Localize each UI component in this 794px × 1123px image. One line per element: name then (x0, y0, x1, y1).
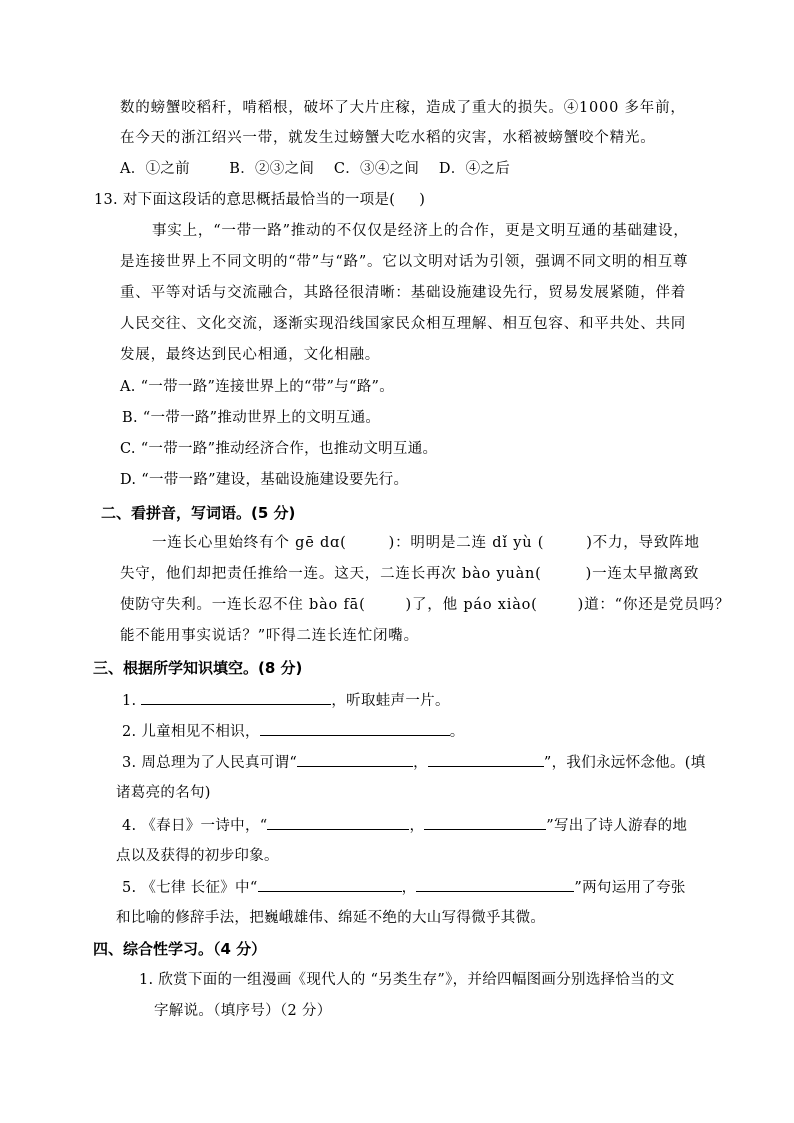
sec2-text: 一连长心里始终有个 gē dɑ( (152, 535, 347, 551)
q13-option-d: D. “一带一路”建设，基础设施建设要先行。 (120, 472, 409, 488)
fill-blank-3a[interactable] (297, 752, 413, 767)
item-text: 。 (449, 724, 465, 740)
item-number: 1. (122, 693, 137, 709)
sec2-text: 使防守失利。一连长忍不住 bào fā( (120, 597, 366, 613)
item-text: 5. 《七律 长征》中“ (122, 880, 258, 896)
q13-option-b: B. “一带一路”推动世界上的文明互通。 (122, 410, 381, 426)
sec2-text: )：明明是二连 dǐ yù ( (388, 535, 545, 551)
item-text: ”写出了诗人游春的地 (546, 818, 688, 834)
sec2-line-1 (152, 533, 700, 553)
item-text: ， (413, 755, 428, 771)
section-2-title: 二、看拼音，写词语。(5 分) (101, 504, 296, 522)
item-text: 2. 儿童相见不相识， (122, 724, 260, 740)
q13-stem-text: 13. 对下面这段话的意思概括最恰当的一项是( (94, 192, 396, 208)
q13-passage-line-4: 人民交往、文化交流，逐渐实现沿线国家民众相互理解、相互包容、和平共处、共同 (120, 316, 687, 332)
sec2-line-4: 能不能用事实说话？”吓得二连长连忙闭嘴。 (120, 628, 419, 644)
sec4-q1-line-2: 字解说。（填序号）（2 分） (154, 1003, 332, 1019)
sec2-line-3 (120, 595, 730, 615)
sec2-text: 失守，他们却把责任推给一连。这天，二连长再次 bào yuàn( (120, 566, 542, 582)
item-text: ， (401, 880, 417, 896)
item-text: ”两句运用了夸张 (574, 880, 686, 896)
fill-blank-1[interactable] (141, 690, 331, 705)
q13-passage-line-5: 发展，最终达到民心相通，文化相融。 (120, 347, 381, 363)
sec3-item-4-line-2: 点以及获得的初步印象。 (116, 848, 279, 864)
fill-blank-4a[interactable] (267, 815, 409, 830)
q12-paragraph-line-2: 在今天的浙江绍兴一带，就发生过螃蟹大吃水稻的灾害，水稻被螃蟹咬个精光。 (120, 130, 656, 146)
q13-passage-line-2: 是连接世界上不同文明的“带”与“路”。它以文明对话为引领，强调不同文明的相互尊 (120, 254, 689, 270)
sec3-item-5 (122, 877, 686, 898)
section-3-title: 三、根据所学知识填空。(8 分) (93, 659, 303, 677)
sec4-q1-line-1: 1. 欣赏下面的一组漫画《现代人的 “另类生存”》，并给四幅图画分别选择恰当的文 (139, 972, 675, 988)
q13-option-c: C. “一带一路”推动经济合作，也推动文明互通。 (120, 441, 438, 457)
fill-blank-4b[interactable] (424, 815, 546, 830)
sec3-item-5-line-2: 和比喻的修辞手法，把巍峨雄伟、绵延不绝的大山写得微乎其微。 (116, 910, 546, 926)
item-text: ”，我们永远怀念他。(填 (543, 755, 706, 771)
q13-stem (94, 190, 425, 210)
item-text: ， (409, 818, 425, 834)
item-text: 3. 周总理为了人民真可谓“ (122, 755, 298, 771)
fill-blank-5a[interactable] (258, 877, 402, 892)
sec3-item-1 (122, 690, 450, 711)
q13-passage-line-3: 重、平等对话与交流融合，其路径很清晰：基础设施建设先行，贸易发展紧随，伴着 (120, 285, 687, 301)
section-4-title: 四、综合性学习。（4 分） (93, 940, 267, 958)
sec2-text: )了，他 páo xiào( (405, 597, 538, 613)
q12-paragraph-line-1: 数的螃蟹咬稻秆，啃稻根，破坏了大片庄稼，造成了重大的损失。④1000 多年前， (120, 100, 686, 116)
q12-options: A．①之前 B．②③之间 C．③④之间 D．④之后 (120, 161, 510, 177)
sec2-text: )道：“你还是党员吗？ (577, 597, 730, 613)
sec3-item-4 (122, 815, 687, 836)
fill-blank-5b[interactable] (416, 877, 574, 892)
q13-option-a: A. “一带一路”连接世界上的“带”与“路”。 (120, 379, 395, 395)
sec2-line-2 (120, 564, 699, 584)
sec3-item-2 (122, 721, 465, 742)
sec3-item-3 (122, 752, 706, 773)
item-text: 4. 《春日》一诗中，“ (122, 818, 268, 834)
fill-blank-3b[interactable] (428, 752, 544, 767)
sec2-text: )不力，导致阵地 (586, 535, 700, 551)
q13-passage-line-1: 事实上，“一带一路”推动的不仅仅是经济上的合作，更是文明互通的基础建设， (152, 223, 689, 239)
q13-stem-close: ) (419, 192, 426, 208)
item-text: ，听取蛙声一片。 (331, 693, 450, 709)
fill-blank-2[interactable] (260, 721, 450, 736)
sec2-text: )一连太早撤离致 (585, 566, 700, 582)
sec3-item-3-line-2: 诸葛亮的名句) (116, 785, 211, 801)
